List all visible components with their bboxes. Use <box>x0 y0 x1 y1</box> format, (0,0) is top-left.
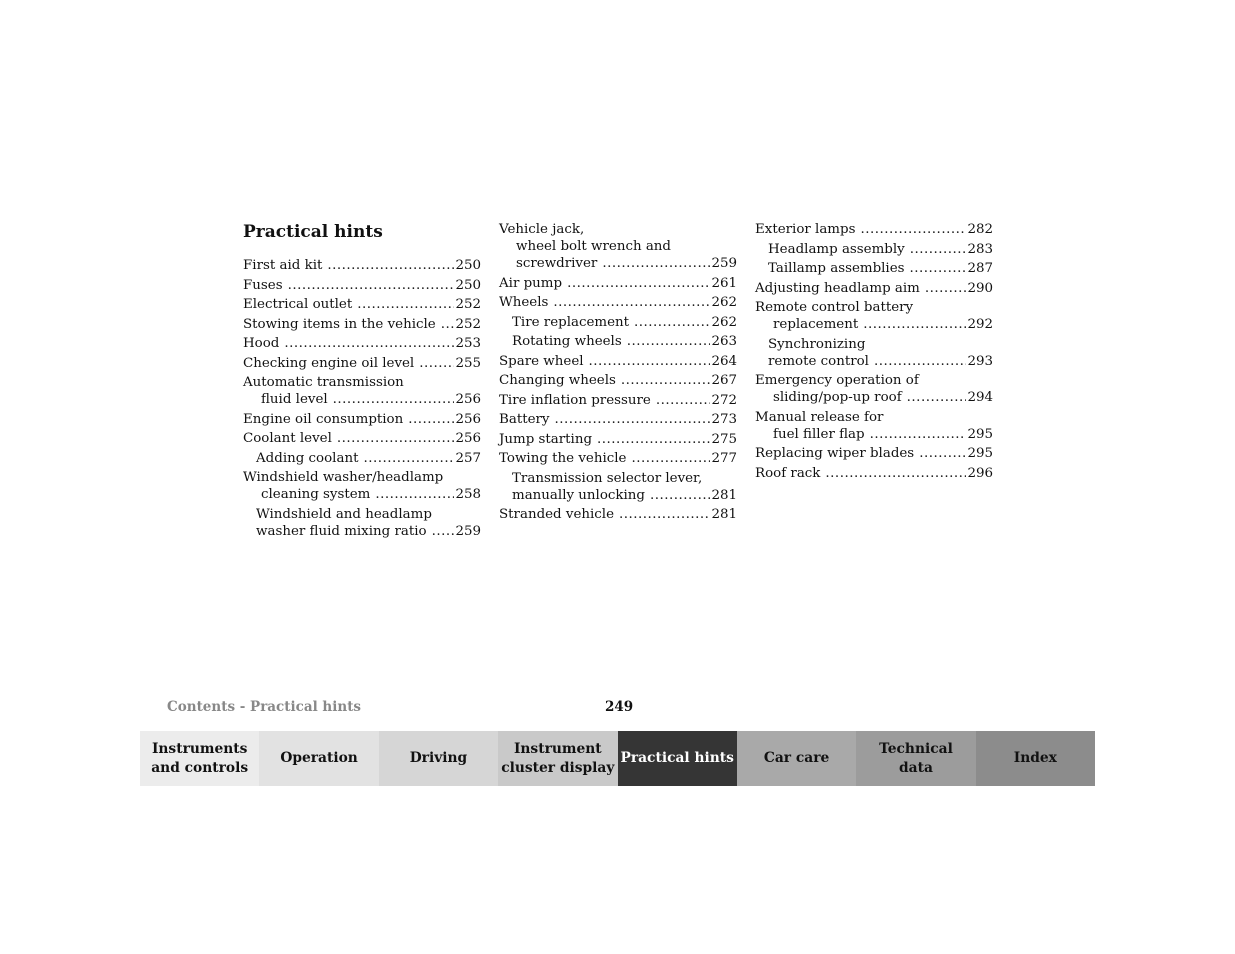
entry-line <box>755 445 993 462</box>
entry-title: sliding/pop-up roof <box>773 390 902 405</box>
entry-line <box>499 275 737 292</box>
page-reference: 290 <box>967 280 993 296</box>
page-number: 249 <box>605 699 634 715</box>
page-reference: 256 <box>455 411 481 427</box>
leader-dots <box>910 260 967 277</box>
contents-entry[interactable] <box>499 220 737 274</box>
contents-entry[interactable] <box>755 408 993 445</box>
page-reference: 258 <box>455 487 481 502</box>
leader-dots <box>333 391 455 408</box>
page-reference: 292 <box>967 317 993 332</box>
footer-section-label: Contents - Practical hints <box>167 699 362 715</box>
entry-line <box>755 299 993 316</box>
contents-entry[interactable] <box>243 315 481 335</box>
leader-dots <box>870 426 967 443</box>
entry-title: Air pump <box>499 275 563 291</box>
contents-entry[interactable] <box>755 444 993 464</box>
leader-dots <box>602 255 710 272</box>
contents-entry[interactable] <box>243 505 481 542</box>
tab-label: Index <box>1013 750 1057 766</box>
entry-line <box>755 280 993 297</box>
leader-dots <box>284 335 454 352</box>
leader-dots <box>825 465 966 482</box>
chapter-tab[interactable] <box>856 731 975 786</box>
page-reference: 261 <box>711 275 737 291</box>
entry-title: Vehicle jack, <box>499 222 585 237</box>
page-reference: 250 <box>455 258 481 273</box>
entry-line <box>243 430 481 447</box>
leader-dots <box>627 333 711 350</box>
leader-dots <box>650 487 710 504</box>
leader-dots <box>288 277 455 294</box>
entry-title: manually unlocking <box>512 487 645 503</box>
page-reference: 256 <box>455 392 481 407</box>
contents-entry[interactable] <box>243 334 481 354</box>
page-reference: 264 <box>711 353 737 369</box>
tab-label: Car care <box>763 750 830 766</box>
leader-dots <box>634 314 710 331</box>
leader-dots <box>441 316 455 333</box>
entry-title: Replacing wiper blades <box>755 446 915 461</box>
entry-line <box>499 411 737 428</box>
tab-label: Instruments and controls <box>151 740 249 776</box>
page-reference: 259 <box>455 523 481 539</box>
entry-line <box>499 294 737 311</box>
leader-dots <box>327 257 454 274</box>
contents-entry[interactable] <box>499 371 737 391</box>
page-reference: 272 <box>711 392 737 408</box>
page-reference: 287 <box>967 261 993 276</box>
entry-line <box>499 255 737 272</box>
page-reference: 295 <box>967 426 993 442</box>
entry-line <box>755 221 993 238</box>
contents-entry[interactable] <box>755 335 993 372</box>
chapter-tab-active[interactable] <box>618 731 737 786</box>
contents-entry[interactable] <box>755 259 993 279</box>
page-reference: 253 <box>455 336 481 351</box>
entry-title: Headlamp assembly <box>768 241 905 257</box>
chapter-tab[interactable] <box>140 731 259 786</box>
contents-entry[interactable] <box>755 240 993 260</box>
entry-line <box>243 296 481 313</box>
leader-dots <box>419 355 454 372</box>
leader-dots <box>567 275 710 292</box>
leader-dots <box>621 372 711 389</box>
entry-title: replacement <box>773 317 859 332</box>
entry-line <box>243 450 481 467</box>
page-reference: 257 <box>455 450 481 466</box>
page-reference: 252 <box>455 297 481 312</box>
entry-line <box>243 316 481 333</box>
entry-line <box>755 426 993 443</box>
page-reference: 267 <box>711 373 737 388</box>
entry-line <box>499 450 737 467</box>
entry-line <box>499 392 737 409</box>
entry-line <box>499 506 737 523</box>
contents-entry[interactable] <box>243 276 481 296</box>
tab-label: Technical data <box>879 740 953 776</box>
tab-label: Instrument cluster display <box>501 740 615 776</box>
entry-line <box>243 391 481 408</box>
leader-dots <box>874 353 966 370</box>
entry-title: Taillamp assemblies <box>768 261 905 276</box>
contents-entry[interactable] <box>499 449 737 469</box>
contents-entry[interactable] <box>243 410 481 430</box>
entry-title: Stranded vehicle <box>499 507 614 522</box>
page-reference: 262 <box>711 295 737 310</box>
chapter-tab[interactable] <box>737 731 856 786</box>
contents-column-1 <box>243 220 481 541</box>
leader-dots <box>363 450 454 467</box>
entry-line <box>243 506 481 523</box>
entry-title: Electrical outlet <box>243 297 353 312</box>
entry-line <box>243 374 481 391</box>
entry-title: washer fluid mixing ratio <box>256 523 427 539</box>
contents-entry[interactable] <box>499 274 737 294</box>
contents-entry[interactable] <box>755 220 993 240</box>
entry-line <box>755 241 993 258</box>
tab-label: Practical hints <box>620 750 734 766</box>
entry-line <box>499 487 737 504</box>
entry-line <box>499 431 737 448</box>
leader-dots <box>597 431 710 448</box>
entry-title: cleaning system <box>261 487 371 502</box>
entry-title: Roof rack <box>755 465 821 481</box>
entry-line <box>243 277 481 294</box>
tab-label: Driving <box>409 750 468 766</box>
entry-line <box>243 411 481 428</box>
contents-entry[interactable] <box>499 410 737 430</box>
entry-title: Windshield washer/headlamp <box>243 470 444 485</box>
leader-dots <box>656 392 711 409</box>
contents-column-3 <box>755 220 993 483</box>
contents-entry[interactable] <box>243 354 481 374</box>
page-reference: 294 <box>967 390 993 405</box>
page-reference: 275 <box>711 431 737 447</box>
leader-dots <box>554 411 710 428</box>
page-reference: 296 <box>967 465 993 481</box>
entry-line <box>243 469 481 486</box>
entry-title: Changing wheels <box>499 373 616 388</box>
contents-entry[interactable] <box>499 430 737 450</box>
entry-title: Tire replacement <box>512 314 630 330</box>
entry-title: Jump starting <box>499 431 593 447</box>
section-heading: Practical hints <box>243 222 383 242</box>
entry-title: Coolant level <box>243 431 332 446</box>
leader-dots <box>375 486 454 503</box>
leader-dots <box>589 353 711 370</box>
page-reference: 256 <box>455 431 481 446</box>
entry-line <box>243 257 481 274</box>
page-reference: 250 <box>455 277 481 293</box>
leader-dots <box>553 294 710 311</box>
entry-line <box>243 335 481 352</box>
leader-dots <box>408 411 454 428</box>
leader-dots <box>357 296 454 313</box>
contents-entry[interactable] <box>499 293 737 313</box>
entry-line <box>755 316 993 333</box>
entry-line <box>499 314 737 331</box>
entry-title: screwdriver <box>516 256 598 271</box>
page-reference: 277 <box>711 451 737 466</box>
entry-title: Emergency operation of <box>755 373 919 388</box>
entry-title: Windshield and headlamp <box>256 506 432 522</box>
contents-entry[interactable] <box>499 505 737 525</box>
entry-title: Adjusting headlamp aim <box>755 280 920 296</box>
leader-dots <box>860 221 966 238</box>
entry-title: Engine oil consumption <box>243 411 404 427</box>
entry-title: Spare wheel <box>499 353 584 369</box>
entry-title: Synchronizing <box>768 336 866 352</box>
entry-title: Adding coolant <box>256 450 359 466</box>
contents-entry[interactable] <box>499 313 737 333</box>
contents-entry[interactable] <box>243 295 481 315</box>
entry-title: Towing the vehicle <box>499 451 627 466</box>
entry-title: Fuses <box>243 277 283 293</box>
leader-dots <box>863 316 966 333</box>
leader-dots <box>910 241 967 258</box>
entry-title: fuel filler flap <box>773 426 865 442</box>
contents-entry[interactable] <box>243 256 481 276</box>
contents-entry[interactable] <box>755 464 993 484</box>
contents-entry[interactable] <box>499 391 737 411</box>
leader-dots <box>925 280 967 297</box>
entry-line <box>499 333 737 350</box>
entry-line <box>755 389 993 406</box>
leader-dots <box>619 506 710 523</box>
leader-dots <box>919 445 966 462</box>
contents-entry[interactable] <box>243 468 481 505</box>
entry-line <box>755 409 993 426</box>
page-reference: 262 <box>711 314 737 330</box>
entry-title: Tire inflation pressure <box>499 392 651 408</box>
entry-title: wheel bolt wrench and <box>516 239 671 254</box>
chapter-tab[interactable] <box>976 731 1095 786</box>
entry-title: First aid kit <box>243 258 323 273</box>
chapter-tab[interactable] <box>259 731 378 786</box>
entry-title: Automatic transmission <box>243 375 404 390</box>
entry-title: Manual release for <box>755 409 884 425</box>
tab-label: Operation <box>280 750 358 766</box>
page-reference: 283 <box>967 241 993 257</box>
entry-title: Hood <box>243 336 280 351</box>
page-reference: 259 <box>711 256 737 271</box>
chapter-tab-bar <box>140 731 1095 786</box>
contents-entry[interactable] <box>499 469 737 506</box>
entry-title: fluid level <box>261 392 328 407</box>
leader-dots <box>432 523 455 540</box>
chapter-tab[interactable] <box>498 731 617 786</box>
page-reference: 295 <box>967 446 993 461</box>
entry-title: Stowing items in the vehicle <box>243 316 436 332</box>
entry-line <box>499 372 737 389</box>
page-reference: 255 <box>455 355 481 371</box>
entry-title: Rotating wheels <box>512 334 622 349</box>
contents-column-2 <box>499 220 737 525</box>
entry-title: Checking engine oil level <box>243 355 415 371</box>
entry-line <box>499 353 737 370</box>
contents-entry[interactable] <box>243 373 481 410</box>
contents-entry[interactable] <box>243 449 481 469</box>
page-reference: 273 <box>711 412 737 427</box>
page-reference: 282 <box>967 222 993 237</box>
entry-line <box>755 465 993 482</box>
leader-dots <box>337 430 455 447</box>
chapter-tab[interactable] <box>379 731 498 786</box>
entry-line <box>755 372 993 389</box>
entry-line <box>755 260 993 277</box>
entry-title: Wheels <box>499 295 549 310</box>
contents-entry[interactable] <box>243 429 481 449</box>
entry-line <box>243 523 481 540</box>
entry-line <box>755 353 993 370</box>
page-reference: 263 <box>711 334 737 349</box>
entry-line <box>499 470 737 487</box>
entry-line <box>243 486 481 503</box>
page-reference: 293 <box>967 353 993 369</box>
contents-entry[interactable] <box>755 371 993 408</box>
page-reference: 252 <box>455 316 481 332</box>
entry-title: remote control <box>768 353 869 369</box>
leader-dots <box>907 389 967 406</box>
entry-title: Remote control battery <box>755 300 914 315</box>
entry-line <box>243 355 481 372</box>
entry-title: Exterior lamps <box>755 222 856 237</box>
entry-title: Battery <box>499 412 550 427</box>
leader-dots <box>631 450 710 467</box>
entry-line <box>499 221 737 238</box>
contents-entry[interactable] <box>755 298 993 335</box>
contents-entry[interactable] <box>499 352 737 372</box>
contents-entry[interactable] <box>499 332 737 352</box>
entry-title: Transmission selector lever, <box>512 470 703 486</box>
entry-line <box>755 336 993 353</box>
entry-line <box>499 238 737 255</box>
page-reference: 281 <box>711 507 737 522</box>
page-reference: 281 <box>711 487 737 503</box>
contents-entry[interactable] <box>755 279 993 299</box>
